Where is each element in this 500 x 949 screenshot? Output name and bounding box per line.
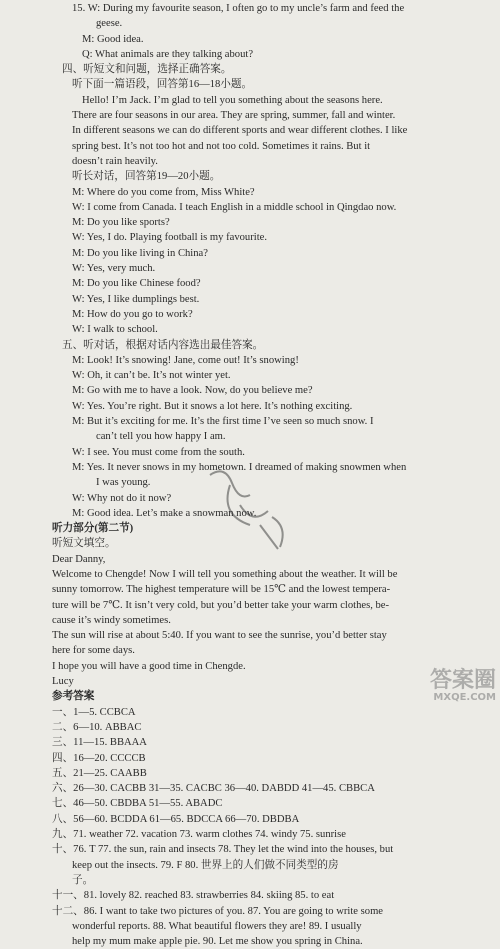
text-line: In different seasons we can do different sports and wear different clothes. I like (72, 125, 408, 137)
text-line: M: But it’s exciting for me. It’s the first time I’ve seen so much snow. I (72, 416, 374, 428)
text-line: 九、71. weather 72. vacation 73. warm clothes 74. windy 75. sunrise (52, 829, 346, 841)
text-line: sunny tomorrow. The highest temperature will be 15℃ and the lowest tempera- (52, 584, 391, 596)
text-line: 五、21—25. CAABB (52, 767, 147, 779)
text-line: 听下面一篇语段，回答第16—18小题。 (72, 79, 253, 91)
text-line: M: How do you go to work? (72, 308, 193, 320)
text-line: Q: What animals are they talking about? (82, 48, 254, 60)
text-line: ture will be 7℃. It isn’t very cold, but you’d better take your warm clothes, be- (52, 599, 390, 611)
text-line: 七、46—50. CBDBA 51—55. ABADC (52, 798, 223, 810)
text-line: Dear Danny, (52, 553, 106, 565)
text-line: 三、11—15. BBAAA (52, 737, 147, 749)
text-line: I hope you will have a good time in Chengde. (52, 660, 246, 672)
text-line: cause it’s windy sometimes. (52, 614, 171, 626)
text-line: doesn’t rain heavily. (72, 155, 158, 167)
text-line: 六、26—30. CACBB 31—35. CACBC 36—40. DABDD 41—45. CBBCA (52, 783, 375, 795)
text-line: wonderful reports. 88. What beautiful flowers they are! 89. I usually (72, 920, 362, 932)
text-line: 听力部分(第二节) (52, 523, 134, 535)
text-line: 八、56—60. BCDDA 61—65. BDCCA 66—70. DBDBA (52, 813, 300, 825)
text-line: 四、16—20. CCCCB (52, 752, 146, 764)
text-line: help my mum make apple pie. 90. Let me show you spring in China. (72, 936, 363, 948)
text-line: spring best. It’s not too hot and not too cold. Sometimes it rains. But it (72, 140, 371, 152)
text-line: M: Do you like Chinese food? (72, 278, 201, 290)
text-line: 参考答案 (52, 691, 95, 703)
text-line: M: Do you like living in China? (72, 247, 208, 259)
text-line: M: Do you like sports? (72, 217, 170, 229)
text-line: 听长对话，回答第19—20小题。 (72, 171, 221, 183)
text-line: W: Yes, I like dumplings best. (72, 293, 200, 305)
text-line: 十二、86. I want to take two pictures of you. 87. You are going to write some (52, 905, 384, 917)
text-line: W: Why not do it now? (72, 492, 172, 504)
text-line: W: I see. You must come from the south. (72, 446, 245, 458)
text-line: W: Yes, very much. (72, 263, 156, 275)
text-line: here for some days. (52, 645, 135, 657)
text-line: 15. W: During my favourite season, I often go to my uncle’s farm and feed the (72, 3, 405, 14)
text-line: M: Where do you come from, Miss White? (72, 186, 255, 198)
text-line: geese. (96, 18, 123, 30)
text-line: 二、6—10. ABBAC (52, 721, 142, 733)
text-line: 子。 (72, 874, 94, 886)
text-line: W: I walk to school. (72, 324, 158, 336)
text-line: can’t tell you how happy I am. (96, 431, 226, 443)
text-line: 四、听短文和问题，选择正确答案。 (62, 64, 232, 76)
watermark-logo (430, 670, 496, 703)
text-line: 十、76. T 77. the sun, rain and insects 78. They let the wind into the houses, but (52, 844, 394, 856)
text-line: keep out the insects. 79. F 80. 世界上的人们做不同类型的房 (72, 859, 339, 871)
text-line: M: Go with me to have a look. Now, do you believe me? (72, 385, 313, 397)
watermark-main: 答案圈 (429, 668, 496, 693)
text-line: W: I come from Canada. I teach English in a middle school in Qingdao now. (72, 201, 397, 213)
text-line: I was young. (96, 477, 151, 489)
text-line: W: Yes, I do. Playing football is my favourite. (72, 232, 267, 244)
text-line: M: Yes. It never snows in my hometown. I dreamed of making snowmen when (72, 461, 407, 473)
text-line: M: Good idea. (82, 33, 144, 45)
text-line: 十一、81. lovely 82. reached 83. strawberries 84. skiing 85. to eat (52, 890, 335, 902)
text-line: 听短文填空。 (52, 538, 116, 550)
text-line: The sun will rise at about 5:40. If you want to see the sunrise, you’d better stay (52, 630, 387, 642)
text-line: Hello! I’m Jack. I’m glad to tell you something about the seasons here. (82, 94, 383, 106)
text-line: 一、1—5. CCBCA (52, 706, 136, 718)
text-line: 五、听对话，根据对话内容选出最佳答案。 (62, 339, 264, 351)
text-line: M: Good idea. Let’s make a snowman now. (72, 507, 257, 519)
pen-scribble-mark (200, 455, 320, 565)
text-line: W: Yes. You’re right. But it snows a lot here. It’s nothing exciting. (72, 400, 353, 412)
text-line: There are four seasons in our area. They are spring, summer, fall and winter. (72, 110, 396, 122)
text-line: Welcome to Chengde! Now I will tell you something about the weather. It will be (52, 568, 398, 580)
text-line: M: Look! It’s snowing! Jane, come out! It’s snowing! (72, 354, 299, 366)
text-line: Lucy (52, 676, 74, 688)
watermark-sub: MXQE.COM (433, 692, 496, 703)
text-line: W: Oh, it can’t be. It’s not winter yet. (72, 370, 231, 382)
